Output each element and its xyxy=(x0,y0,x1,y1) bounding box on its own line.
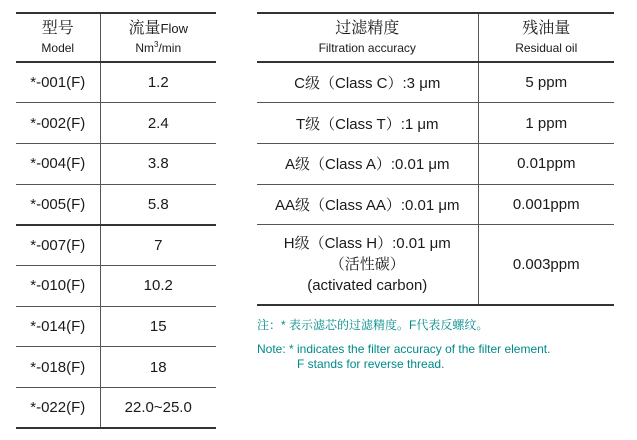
flow-column-header xyxy=(100,13,216,62)
model-cell: *-004(F) xyxy=(16,143,100,184)
filter-table-header-row xyxy=(257,13,614,62)
table-row xyxy=(16,143,216,184)
oil-header-en: Residual oil xyxy=(515,41,578,55)
table-row xyxy=(257,143,614,184)
accuracy-cell: A级（Class A）:0.01 μm xyxy=(257,143,478,184)
model-cell: *-022(F) xyxy=(16,388,100,429)
table-row xyxy=(257,103,614,144)
footnote-en-line2: F stands for reverse thread. xyxy=(297,357,445,371)
table-row xyxy=(16,347,216,388)
residual-oil-column-header xyxy=(478,13,614,62)
table-row xyxy=(257,184,614,225)
footnote-cn: 注：* 表示滤芯的过滤精度。F代表反螺纹。 xyxy=(257,318,489,332)
flow-header-en: Flow xyxy=(160,21,188,36)
accuracy-cell: T级（Class T）:1 μm xyxy=(257,103,478,144)
footnote xyxy=(257,316,627,372)
residual-oil-cell: 5 ppm xyxy=(478,62,614,103)
table-row xyxy=(16,306,216,347)
flow-header-cn: 流量 xyxy=(128,20,161,37)
model-cell: *-002(F) xyxy=(16,103,100,144)
accuracy-cell: AA级（Class AA）:0.01 μm xyxy=(257,184,478,225)
flow-cell: 2.4 xyxy=(100,103,216,144)
table-row xyxy=(16,103,216,144)
model-cell: *-018(F) xyxy=(16,347,100,388)
model-cell: *-007(F) xyxy=(16,225,100,266)
accuracy-line-activated-carbon-cn: （活性碳） xyxy=(329,256,405,273)
flow-cell: 1.2 xyxy=(100,62,216,103)
flow-cell: 7 xyxy=(100,225,216,266)
model-cell: *-010(F) xyxy=(16,265,100,306)
flow-cell: 3.8 xyxy=(100,143,216,184)
accuracy-column-header xyxy=(257,13,478,62)
model-cell: *-001(F) xyxy=(16,62,100,103)
residual-oil-cell: 1 ppm xyxy=(478,103,614,144)
footnote-en-line1: Note: * indicates the filter accuracy of the filter element. xyxy=(257,342,551,356)
accuracy-header-cn: 过滤精度 xyxy=(335,20,400,37)
model-table-header-row xyxy=(16,13,216,62)
flow-cell: 22.0~25.0 xyxy=(100,388,216,429)
flow-cell: 18 xyxy=(100,347,216,388)
accuracy-header-en: Filtration accuracy xyxy=(318,41,416,55)
flow-unit: Nm$^3$/min xyxy=(135,40,182,55)
table-row xyxy=(16,62,216,103)
accuracy-line-class-h: H级（Class H）:0.01 μm xyxy=(283,235,451,252)
table-row xyxy=(16,225,216,266)
table-row xyxy=(16,265,216,306)
flow-cell: 10.2 xyxy=(100,265,216,306)
flow-cell: 15 xyxy=(100,306,216,347)
model-flow-table xyxy=(16,12,216,429)
accuracy-cell xyxy=(257,225,478,305)
flow-cell: 5.8 xyxy=(100,184,216,225)
residual-oil-cell: 0.01ppm xyxy=(478,143,614,184)
model-cell: *-014(F) xyxy=(16,306,100,347)
filtration-accuracy-table xyxy=(257,12,614,306)
model-column-header xyxy=(16,13,100,62)
model-cell: *-005(F) xyxy=(16,184,100,225)
accuracy-cell: C级（Class C）:3 μm xyxy=(257,62,478,103)
oil-header-cn: 残油量 xyxy=(522,20,571,37)
model-header-cn: 型号 xyxy=(41,20,74,37)
residual-oil-cell: 0.003ppm xyxy=(478,225,614,305)
accuracy-line-activated-carbon-en: (activated carbon) xyxy=(307,277,428,294)
table-row xyxy=(257,225,614,305)
residual-oil-cell: 0.001ppm xyxy=(478,184,614,225)
table-row xyxy=(16,184,216,225)
table-row xyxy=(16,388,216,429)
model-header-en: Model xyxy=(41,41,75,55)
table-row xyxy=(257,62,614,103)
